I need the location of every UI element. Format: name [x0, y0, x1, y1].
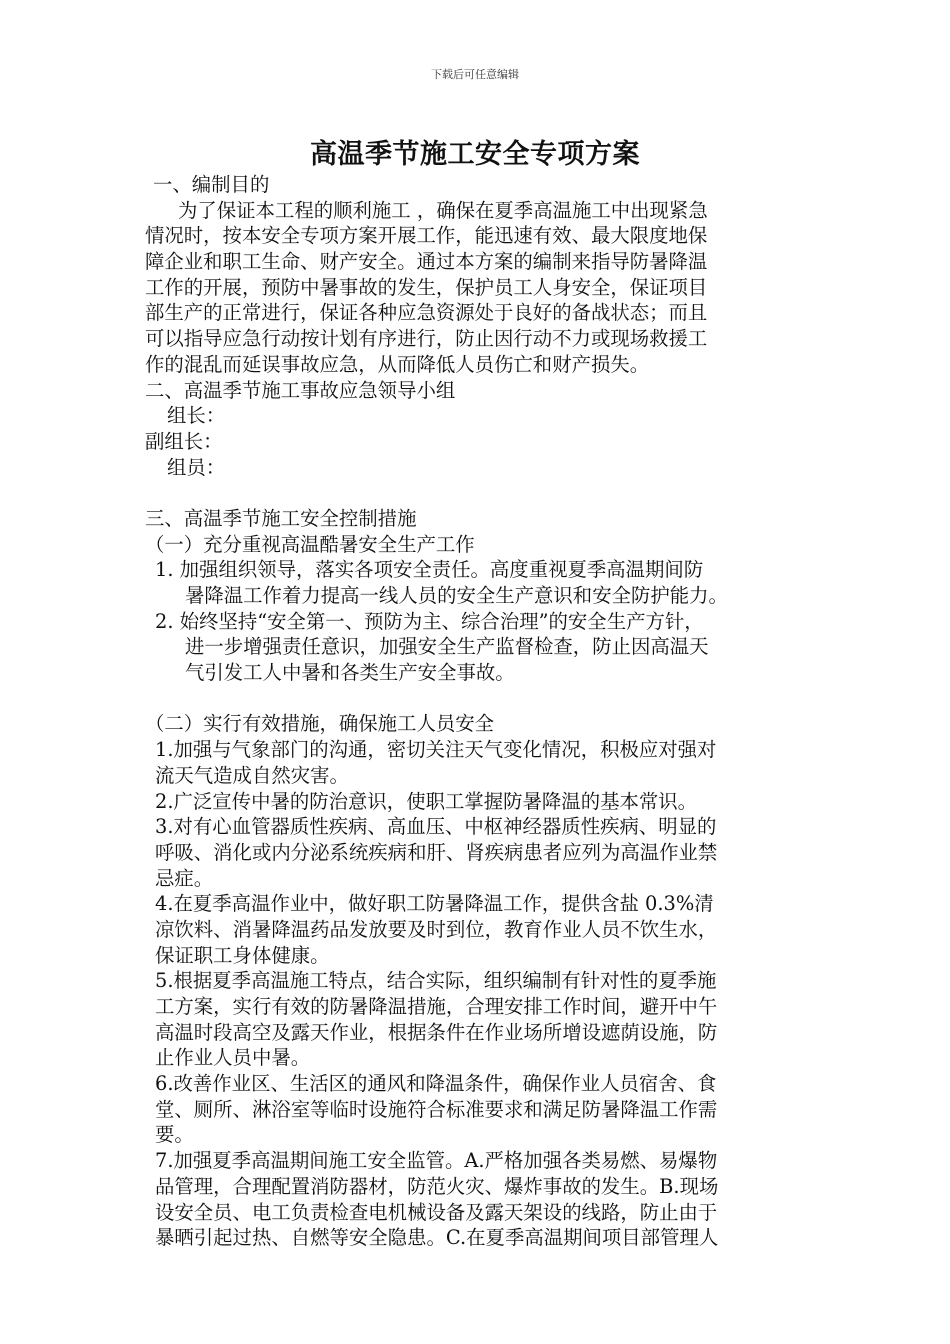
text-line: 组员：: [167, 455, 226, 479]
text-line: 暴晒引起过热、自燃等安全隐患。C.在夏季高温期间项目部管理人: [155, 1226, 719, 1250]
text-line: 情况时，按本安全专项方案开展工作，能迅速有效、最大限度地保: [145, 224, 708, 248]
text-line: 可以指导应急行动按计划有序进行，防止因行动不力或现场救援工: [145, 327, 708, 351]
text-line: 1.加强与气象部门的沟通，密切关注天气变化情况，积极应对强对: [155, 738, 717, 762]
text-line: 2. 始终坚持“安全第一、预防为主、综合治理”的安全生产方针，: [155, 609, 704, 633]
document-body: [145, 172, 815, 1251]
text-line: 忌症。: [155, 866, 214, 890]
text-line: 组长：: [167, 404, 226, 428]
text-line: 堂、厕所、淋浴室等临时设施符合标准要求和满足防暑降温工作需: [155, 1097, 718, 1121]
text-line: 凉饮料、消暑降温药品发放要及时到位，教育作业人员不饮生水，: [155, 917, 718, 941]
text-line: 高温时段高空及露天作业，根据条件在作业场所增设遮荫设施，防: [155, 1020, 718, 1044]
text-line: 5.根据夏季高温施工特点，结合实际，组织编制有针对性的夏季施: [155, 969, 717, 993]
text-line: （二）实行有效措施，确保施工人员安全: [145, 712, 495, 736]
text-line: 4.在夏季高温作业中，做好职工防暑降温工作，提供含盐 0.3%清: [155, 892, 714, 916]
text-line: 一、编制目的: [153, 173, 270, 196]
text-line: 2.广泛宣传中暑的防治意识，使职工掌握防暑降温的基本常识。: [155, 789, 698, 813]
text-line: 工方案，实行有效的防暑降温措施，合理安排工作时间，避开中午: [155, 995, 718, 1018]
document-title: 高温季节施工安全专项方案: [310, 139, 640, 170]
text-line: 止作业人员中暑。: [155, 1046, 311, 1070]
text-line: 保证职工身体健康。: [155, 943, 330, 967]
blank-line: [145, 686, 815, 712]
text-line: 作的混乱而延误事故应急，从而降低人员伤亡和财产损失。: [145, 352, 650, 376]
text-line: 二、高温季节施工事故应急领导小组: [145, 378, 456, 402]
text-line: 1. 加强组织领导，落实各项安全责任。高度重视夏季高温期间防: [155, 558, 704, 582]
text-line: 品管理，合理配置消防器材，防范火灾、爆炸事故的发生。B.现场: [155, 1174, 719, 1198]
text-line: 部生产的正常进行，保证各种应急资源处于良好的备战状态；而且: [145, 301, 708, 325]
text-line: 要。: [155, 1123, 194, 1147]
text-line: 设安全员、电工负责检查电机械设备及露天架设的线路，防止由于: [155, 1200, 718, 1224]
text-line: 流天气造成自然灾害。: [155, 763, 349, 787]
text-line: （一）充分重视高温酷暑安全生产工作: [145, 532, 475, 556]
text-line: 障企业和职工生命、财产安全。通过本方案的编制来指导防暑降温: [145, 250, 708, 274]
text-line: 3.对有心血管器质性疾病、高血压、中枢神经器质性疾病、明显的: [155, 815, 717, 839]
text-line: 为了保证本工程的顺利施工 ，确保在夏季高温施工中出现紧急: [178, 198, 708, 222]
text-line: 气引发工人中暑和各类生产安全事故。: [185, 661, 515, 685]
text-line: 6.改善作业区、生活区的通风和降温条件，确保作业人员宿舍、食: [155, 1072, 717, 1096]
text-line: 工作的开展，预防中暑事故的发生，保护员工人身安全，保证项目: [145, 275, 708, 299]
text-line: 三、高温季节施工安全控制措施: [145, 506, 417, 530]
header-note: 下载后可任意编辑: [431, 68, 519, 81]
text-line: 副组长：: [145, 429, 223, 453]
text-line: 暑降温工作着力提高一线人员的安全生产意识和安全防护能力。: [185, 584, 728, 607]
text-line: 呼吸、消化或内分泌系统疾病和肝、肾疾病患者应列为高温作业禁: [155, 840, 718, 864]
text-line: 7.加强夏季高温期间施工安全监管。A.严格加强各类易燃、易爆物: [155, 1149, 718, 1173]
blank-line: [145, 480, 815, 506]
text-line: 进一步增强责任意识，加强安全生产监督检查，防止因高温天: [185, 635, 709, 659]
